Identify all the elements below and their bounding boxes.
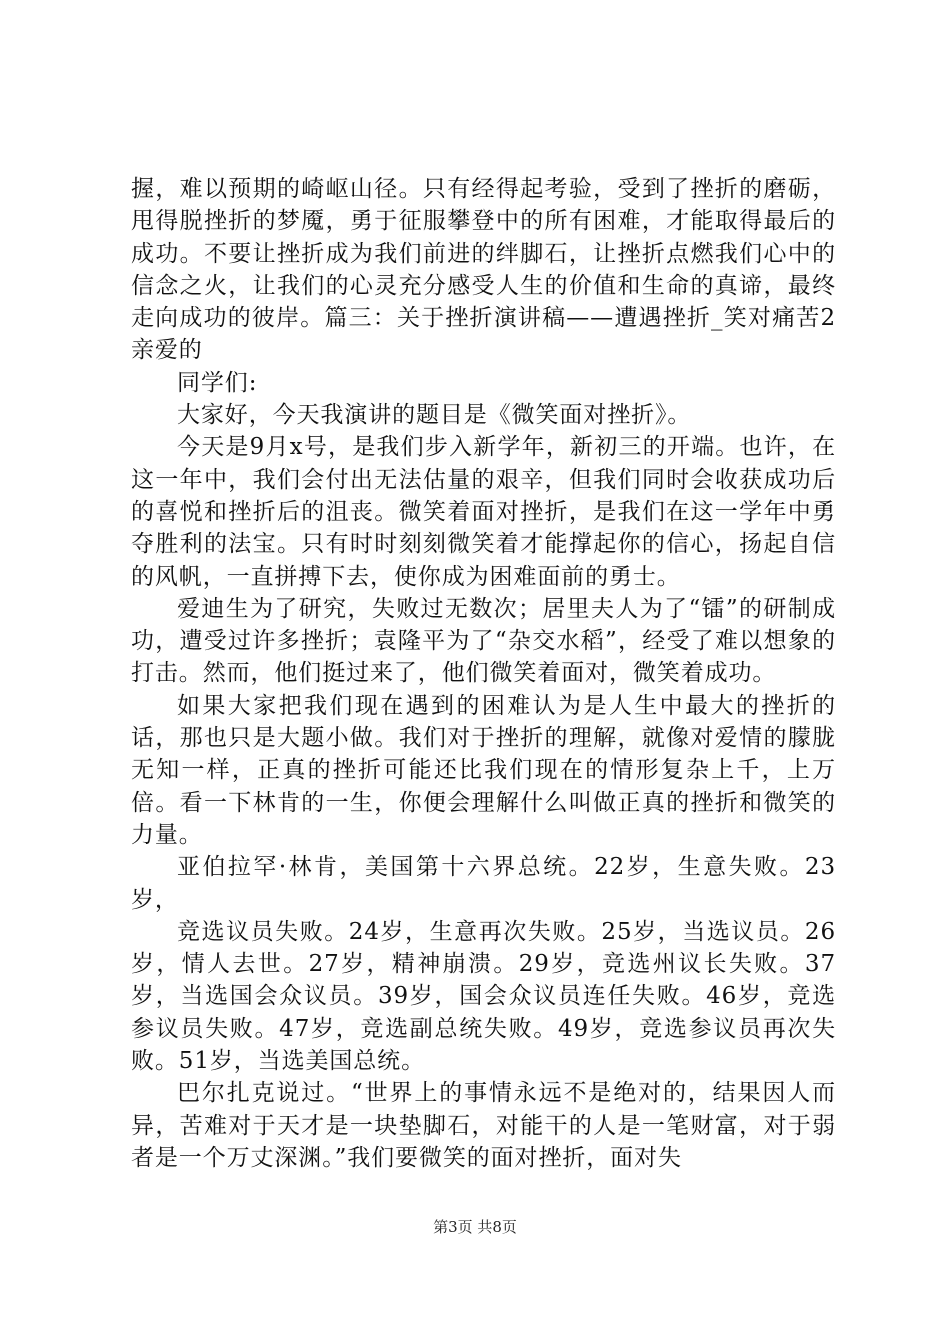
paragraph-examples: 爱迪生为了研究，失败过无数次；居里夫人为了“镭”的研制成功，遭受过许多挫折；袁隆平为了“杂交水稻”，经受了难以想象的打击。然而，他们挺过来了，他们微笑着面对，微笑着成功。 — [131, 595, 836, 687]
paragraph-balzac-quote: 巴尔扎克说过。“世界上的事情永远不是绝对的，结果因人而异，苦难对于天才是一块垫脚石，对能干的人是一笔财富，对于弱者是一个万丈深渊。”我们要微笑的面对挫折，面对失 — [131, 1080, 836, 1171]
paragraph-salutation: 同学们: — [177, 369, 258, 396]
page-footer: 第3页 共8页 — [433, 1218, 517, 1236]
paragraph-continuation: 握，难以预期的崎岖山径。只有经得起考验，受到了挫折的磨砺，甩得脱挫折的梦魇，勇于征服攀登中的所有困难，才能取得最后的成功。不要让挫折成为我们前进的绊脚石，让挫折点燃我们心中的信念之火，让我们的心灵充分感受人生的价值和生命的真谛，最终走向成功的彼岸。篇三：关于挫折演讲稿——遭遇挫折_笑对痛苦2亲爱的 — [131, 176, 836, 364]
document-body — [131, 173, 836, 1174]
paragraph-lincoln-timeline: 竞选议员失败。24岁，生意再次失败。25岁，当选议员。26岁，情人去世。27岁，精神崩溃。29岁，竞选州议长失败。37岁，当选国会众议员。39岁，国会众议员连任失败。46岁，竞选参议员失败。47岁，竞选副总统失败。49岁，竞选参议员再次失败。51岁，当选美国总统。 — [131, 918, 836, 1075]
paragraph-new-school-year: 今天是9月x号，是我们步入新学年，新初三的开端。也许，在这一年中，我们会付出无法估量的艰辛，但我们同时会收获成功后的喜悦和挫折后的沮丧。微笑着面对挫折，是我们在这一学年中勇夺胜利的法宝。只有时时刻刻微笑着才能撑起你的信心，扬起自信的风帆，一直拼搏下去，使你成为困难面前的勇士。 — [131, 434, 836, 590]
paragraph-understanding: 如果大家把我们现在遇到的困难认为是人生中最大的挫折的话，那也只是大题小做。我们对于挫折的理解，就像对爱情的朦胧无知一样，正真的挫折可能还比我们现在的情形复杂上千，上万倍。看一下林肯的一生，你便会理解什么叫做正真的挫折和微笑的力量。 — [131, 692, 836, 848]
paragraph-lincoln-intro: 亚伯拉罕·林肯，美国第十六界总统。22岁，生意失败。23岁， — [131, 854, 836, 913]
paragraph-greeting: 大家好，今天我演讲的题目是《微笑面对挫折》。 — [177, 402, 692, 429]
